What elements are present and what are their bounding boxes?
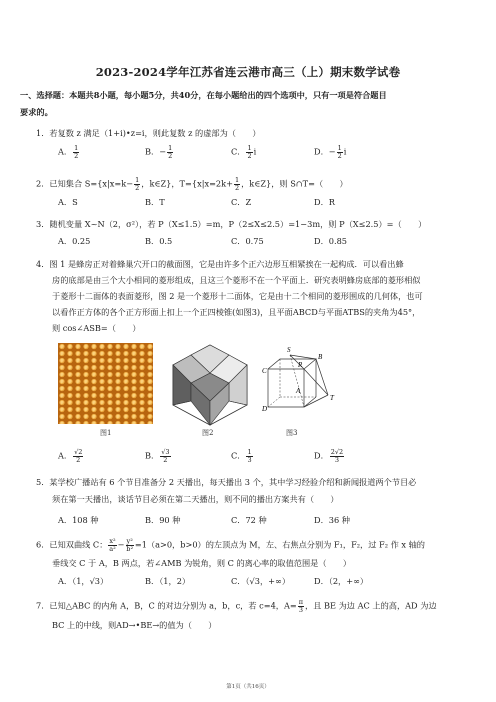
q6-option-d[interactable]: D．（2，+∞）	[314, 576, 369, 586]
q1-option-a[interactable]	[58, 145, 80, 160]
section-header: 一、选择题：本题共8小题，每小题5分，共40分，在每小题给出的四个选项中，只有一项是符合题目	[20, 90, 387, 100]
q1-option-b[interactable]	[145, 145, 174, 160]
figure-2-caption: 图2	[202, 429, 214, 437]
fraction	[134, 177, 140, 192]
q5-option-b[interactable]: B．90 种	[145, 515, 181, 525]
numerator: 1	[135, 176, 140, 184]
option-label: C．	[231, 146, 246, 157]
section-header-cont: 要求的。	[20, 107, 53, 117]
numerator: x²	[109, 537, 116, 545]
q2-stem-part: ，k∈Z}，则 S∩T=（ ）	[241, 178, 348, 189]
minus-sign: −	[117, 539, 125, 550]
option-label: D．−	[314, 146, 336, 157]
point-label-a: A	[296, 387, 301, 395]
numerator: 1	[247, 144, 252, 152]
q5-line-1: 5．某学校广播站有 6 个节目准备分 2 天播出，每天播出 3 个，其中学习经验介绍和新闻报道两个节目必	[36, 477, 417, 487]
fraction	[73, 145, 79, 160]
q7-stem	[36, 599, 437, 614]
figure-3-caption: 图3	[286, 429, 298, 437]
q2-option-c[interactable]: C．Z	[231, 197, 252, 207]
q2-stem-part: ，k∈Z}，T={x|x=2k+	[141, 178, 233, 189]
fraction	[160, 449, 170, 464]
q2-stem	[36, 177, 348, 192]
point-label-c: C	[262, 367, 267, 375]
q6-stem	[36, 538, 425, 553]
denominator: b²	[126, 545, 134, 553]
denominator: 2	[247, 152, 252, 160]
fraction	[108, 538, 116, 553]
q5-option-d[interactable]: D．36 种	[314, 515, 350, 525]
q2-option-a[interactable]: A．S	[58, 197, 78, 207]
q3-option-a[interactable]: A．0.25	[58, 236, 91, 246]
q5-option-c[interactable]: C．72 种	[231, 515, 267, 525]
fraction	[73, 449, 83, 464]
numerator: π	[298, 598, 304, 606]
numerator: 2√2	[330, 448, 344, 456]
denominator: 2	[135, 184, 140, 192]
fraction	[337, 145, 343, 160]
honeycomb-image	[58, 343, 153, 424]
option-label: A．	[58, 146, 73, 157]
denominator: a²	[109, 545, 116, 553]
q6-line-2: 垂线交 C 于 A，B 两点，若∠AMB 为锐角，则 C 的离心率的取值范围是（ ）	[52, 558, 352, 568]
denominator: 2	[163, 456, 168, 464]
q2-option-d[interactable]: D．R	[314, 197, 335, 207]
q3-option-d[interactable]: D．0.85	[314, 236, 347, 246]
denominator: 2	[74, 152, 79, 160]
figure-1-caption: 图1	[100, 429, 112, 437]
numerator: 1	[337, 144, 342, 152]
denominator: 2	[337, 152, 342, 160]
q1-option-d[interactable]	[314, 145, 346, 160]
q4-option-c[interactable]	[231, 449, 254, 464]
q6-option-c[interactable]: C．（√3，+∞）	[231, 576, 291, 586]
numerator: 1	[168, 144, 173, 152]
numerator: 1	[74, 144, 79, 152]
rhombic-dodecahedron-figure	[167, 343, 253, 427]
point-label-s: S	[287, 346, 291, 354]
point-label-r: R	[298, 361, 303, 369]
fraction	[126, 538, 134, 553]
cube-pyramid-figure	[258, 343, 340, 427]
q4-option-b[interactable]	[145, 449, 172, 464]
numerator: y²	[126, 537, 133, 545]
q6-stem-part: 6．已知双曲线 C：	[36, 539, 108, 550]
q4-line-4: 以看作正方体的各个正方形面上扣上一个正四棱锥(如图3)，且平面ABCD与平面ATBS的夹角为45°，	[52, 307, 421, 317]
q1-option-c[interactable]	[231, 145, 256, 160]
q4-option-a[interactable]	[58, 449, 84, 464]
numerator: √3	[161, 448, 170, 456]
q3-option-b[interactable]: B．0.5	[145, 236, 173, 246]
option-label: B．	[145, 450, 160, 461]
q7-line-2: BC 上的中线，则AD→•BE→的值为（ ）	[52, 620, 217, 630]
q3-stem: 3．随机变量 X~N（2，σ²），若 P（X≤1.5）=m，P（2≤X≤2.5）=1−3m，则 P（X≤2.5）=（ ）	[36, 219, 427, 229]
fraction	[330, 449, 344, 464]
q6-option-a[interactable]: A．（1，√3）	[58, 576, 109, 586]
denominator: 3	[247, 456, 252, 464]
q6-stem-part: =1（a>0，b>0）的左顶点为 M，左、右焦点分别为 F₁，F₂，过 F₂ 作 x 轴的	[134, 539, 425, 550]
q5-option-a[interactable]: A．108 种	[58, 515, 99, 525]
fraction	[234, 177, 240, 192]
q4-option-d[interactable]	[314, 449, 345, 464]
q1-stem: 1．若复数 z 满足（1+i)•z=i，则此复数 z 的虚部为（ ）	[36, 128, 261, 138]
q4-line-3: 于菱形十二面体的表面菱形，图 2 是一个菱形十二面体，它是由十二个相同的菱形围成的几何体，也可	[52, 291, 423, 301]
fraction	[246, 449, 252, 464]
denominator: 3	[298, 606, 303, 614]
point-label-b: B	[318, 353, 323, 361]
point-label-t: T	[330, 394, 334, 402]
option-label: D．	[314, 450, 329, 461]
option-suffix: i	[343, 146, 347, 157]
option-label: B．−	[145, 146, 167, 157]
option-label: C．	[231, 450, 246, 461]
page-footer: 第1页（共16页）	[226, 684, 270, 690]
q7-stem-part: 7．已知△ABC 的内角 A，B，C 的对边分别为 a，b，c，若 c=4，A=	[36, 600, 297, 611]
q6-option-b[interactable]: B．（1，2）	[145, 576, 191, 586]
numerator: 1	[247, 448, 252, 456]
q3-option-c[interactable]: C．0.75	[231, 236, 264, 246]
denominator: 2	[76, 456, 81, 464]
point-label-d: D	[262, 405, 268, 413]
q2-stem-part: 2．已知集合 S={x|x=k−	[36, 178, 134, 189]
page-title: 2023-2024学年江苏省连云港市高三（上）期末数学试卷	[95, 65, 401, 79]
denominator: 2	[168, 152, 173, 160]
fraction	[167, 145, 173, 160]
option-suffix: i	[253, 146, 257, 157]
q4-line-1: 4．图 1 是蜂房正对着蜂巢穴开口的截面图，它是由许多个正六边形互相紧挨在一起构成．可以看出蜂	[36, 259, 404, 269]
numerator: 1	[234, 176, 240, 184]
q2-option-b[interactable]: B．T	[145, 197, 165, 207]
numerator: √2	[74, 448, 83, 456]
option-label: A．	[58, 450, 73, 461]
q5-line-2: 须在第一天播出，谈话节目必须在第二天播出，则不同的播出方案共有（ ）	[52, 494, 339, 504]
q7-stem-part: ，且 BE 为边 AC 上的高，AD 为边	[305, 600, 437, 611]
q4-line-2: 房的底部是由三个大小相同的菱形组成，且这三个菱形不在一个平面上．研究表明蜂房底部的菱形相似	[52, 275, 421, 285]
fraction	[246, 145, 252, 160]
fraction	[298, 599, 304, 614]
denominator: 3	[334, 456, 340, 464]
denominator: 2	[234, 184, 240, 192]
q4-line-5: 则 cos∠ASB=（ ）	[52, 323, 141, 333]
